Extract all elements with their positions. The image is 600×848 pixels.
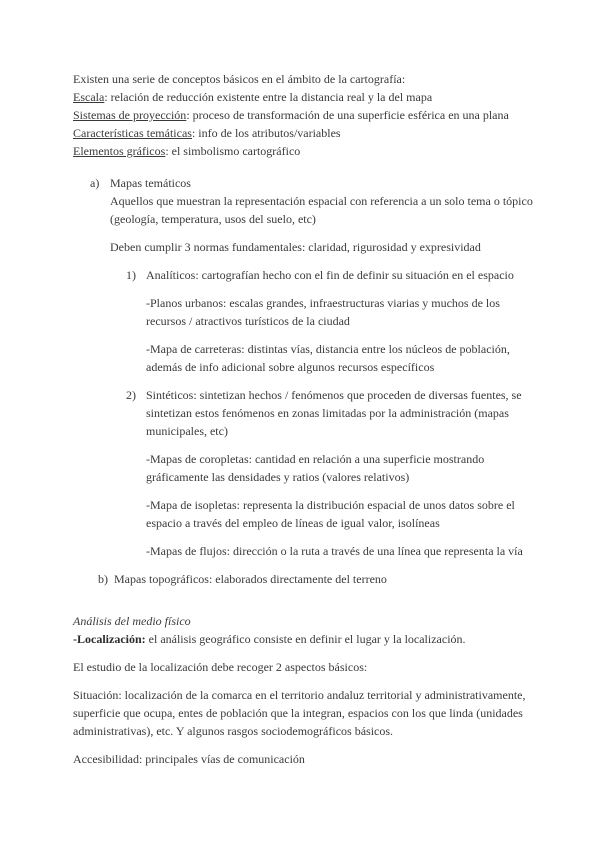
item-analiticos [73,266,573,284]
localizacion-label: -Localización: [73,632,146,646]
item-2-sub-2-line-1: -Mapa de isopletas: representa la distribución espacial de unos datos sobre el [146,498,515,512]
section-a-norms: Deben cumplir 3 normas fundamentales: claridad, rigurosidad y expresividad [110,240,481,254]
definition-text: : info de los atributos/variables [191,126,341,140]
item-2-text-line-3: municipales, etc) [146,424,228,438]
intro-text: Existen una serie de conceptos básicos en el ámbito de la cartografía: [73,72,406,86]
localizacion-paragraph [73,630,573,648]
document-page [73,70,573,768]
item-2-sub-1-line-1: -Mapas de coropletas: cantidad en relación a una superficie mostrando [146,452,485,466]
section-a-desc-2: (geología, temperatura, usos del suelo, etc) [110,212,316,226]
definition-elementos-graficos [73,142,573,160]
item-2-text-line-1: Sintéticos: sintetizan hechos / fenómenos que proceden de diversas fuentes, se [146,388,522,402]
item-2-sub-2-line-2: espacio a través del empleo de líneas de igual valor, isolíneas [146,516,440,530]
section-a [73,174,573,228]
item-2-sub-1-line-2: gráficamente las densidades y ratios (valores relativos) [146,470,410,484]
definition-term: Sistemas de proyección [73,108,187,122]
item-1-sub-1-line-1: -Planos urbanos: escalas grandes, infraestructuras viarias y muchos de los [146,296,500,310]
item-2-text-line-2: sintetizan estos fenómenos en zonas limitadas por la administración (mapas [146,406,509,420]
section-b [73,570,573,588]
item-1-text: Analíticos: cartografían hecho con el fin de definir su situación en el espacio [146,268,514,282]
definition-text: : el simbolismo cartográfico [165,144,301,158]
item-sinteticos [73,386,573,440]
section-b-text: Mapas topográficos: elaborados directamente del terreno [114,572,387,586]
section-a-desc-1: Aquellos que muestran la representación espacial con referencia a un solo tema o tópico [110,194,533,208]
definition-sistemas-proyeccion [73,106,573,124]
section-a-title: Mapas temáticos [110,176,191,190]
analysis-heading: Análisis del medio físico [73,614,191,628]
item-2-sub-3: -Mapas de flujos: dirección o la ruta a través de una línea que representa la vía [146,544,523,558]
accesibilidad-text: Accesibilidad: principales vías de comunicación [73,752,305,766]
study-text: El estudio de la localización debe recoger 2 aspectos básicos: [73,660,368,674]
situacion-line-3: administrativas), etc. Y algunos rasgos sociodemográficos básicos. [73,724,394,738]
definition-text: : proceso de transformación de una superficie esférica en una plana [186,108,509,122]
item-2-marker: 2) [126,388,136,402]
localizacion-text: el análisis geográfico consiste en definir el lugar y la localización. [145,632,466,646]
definition-escala [73,88,573,106]
item-1-sub-1-line-2: recursos / atractivos turísticos de la ciudad [146,314,350,328]
definition-term: Elementos gráficos [73,144,166,158]
definition-term: Escala [73,90,105,104]
item-1-sub-2-line-1: -Mapa de carreteras: distintas vías, distancia entre los núcleos de población, [146,342,510,356]
definition-term: Características temáticas [73,126,192,140]
item-1-marker: 1) [126,268,136,282]
section-b-marker: b) [98,572,108,586]
item-1-sub-2-line-2: además de info adicional sobre algunos recursos específicos [146,360,435,374]
situacion-line-1: Situación: localización de la comarca en el territorio andaluz territorial y administrativamente, [73,688,526,702]
situacion-line-2: superficie que ocupa, entes de población que la integran, espacios con los que linda (unidades [73,706,523,720]
definition-text: : relación de reducción existente entre la distancia real y la del mapa [104,90,433,104]
definition-caracteristicas-tematicas [73,124,573,142]
section-a-marker: a) [90,176,100,190]
